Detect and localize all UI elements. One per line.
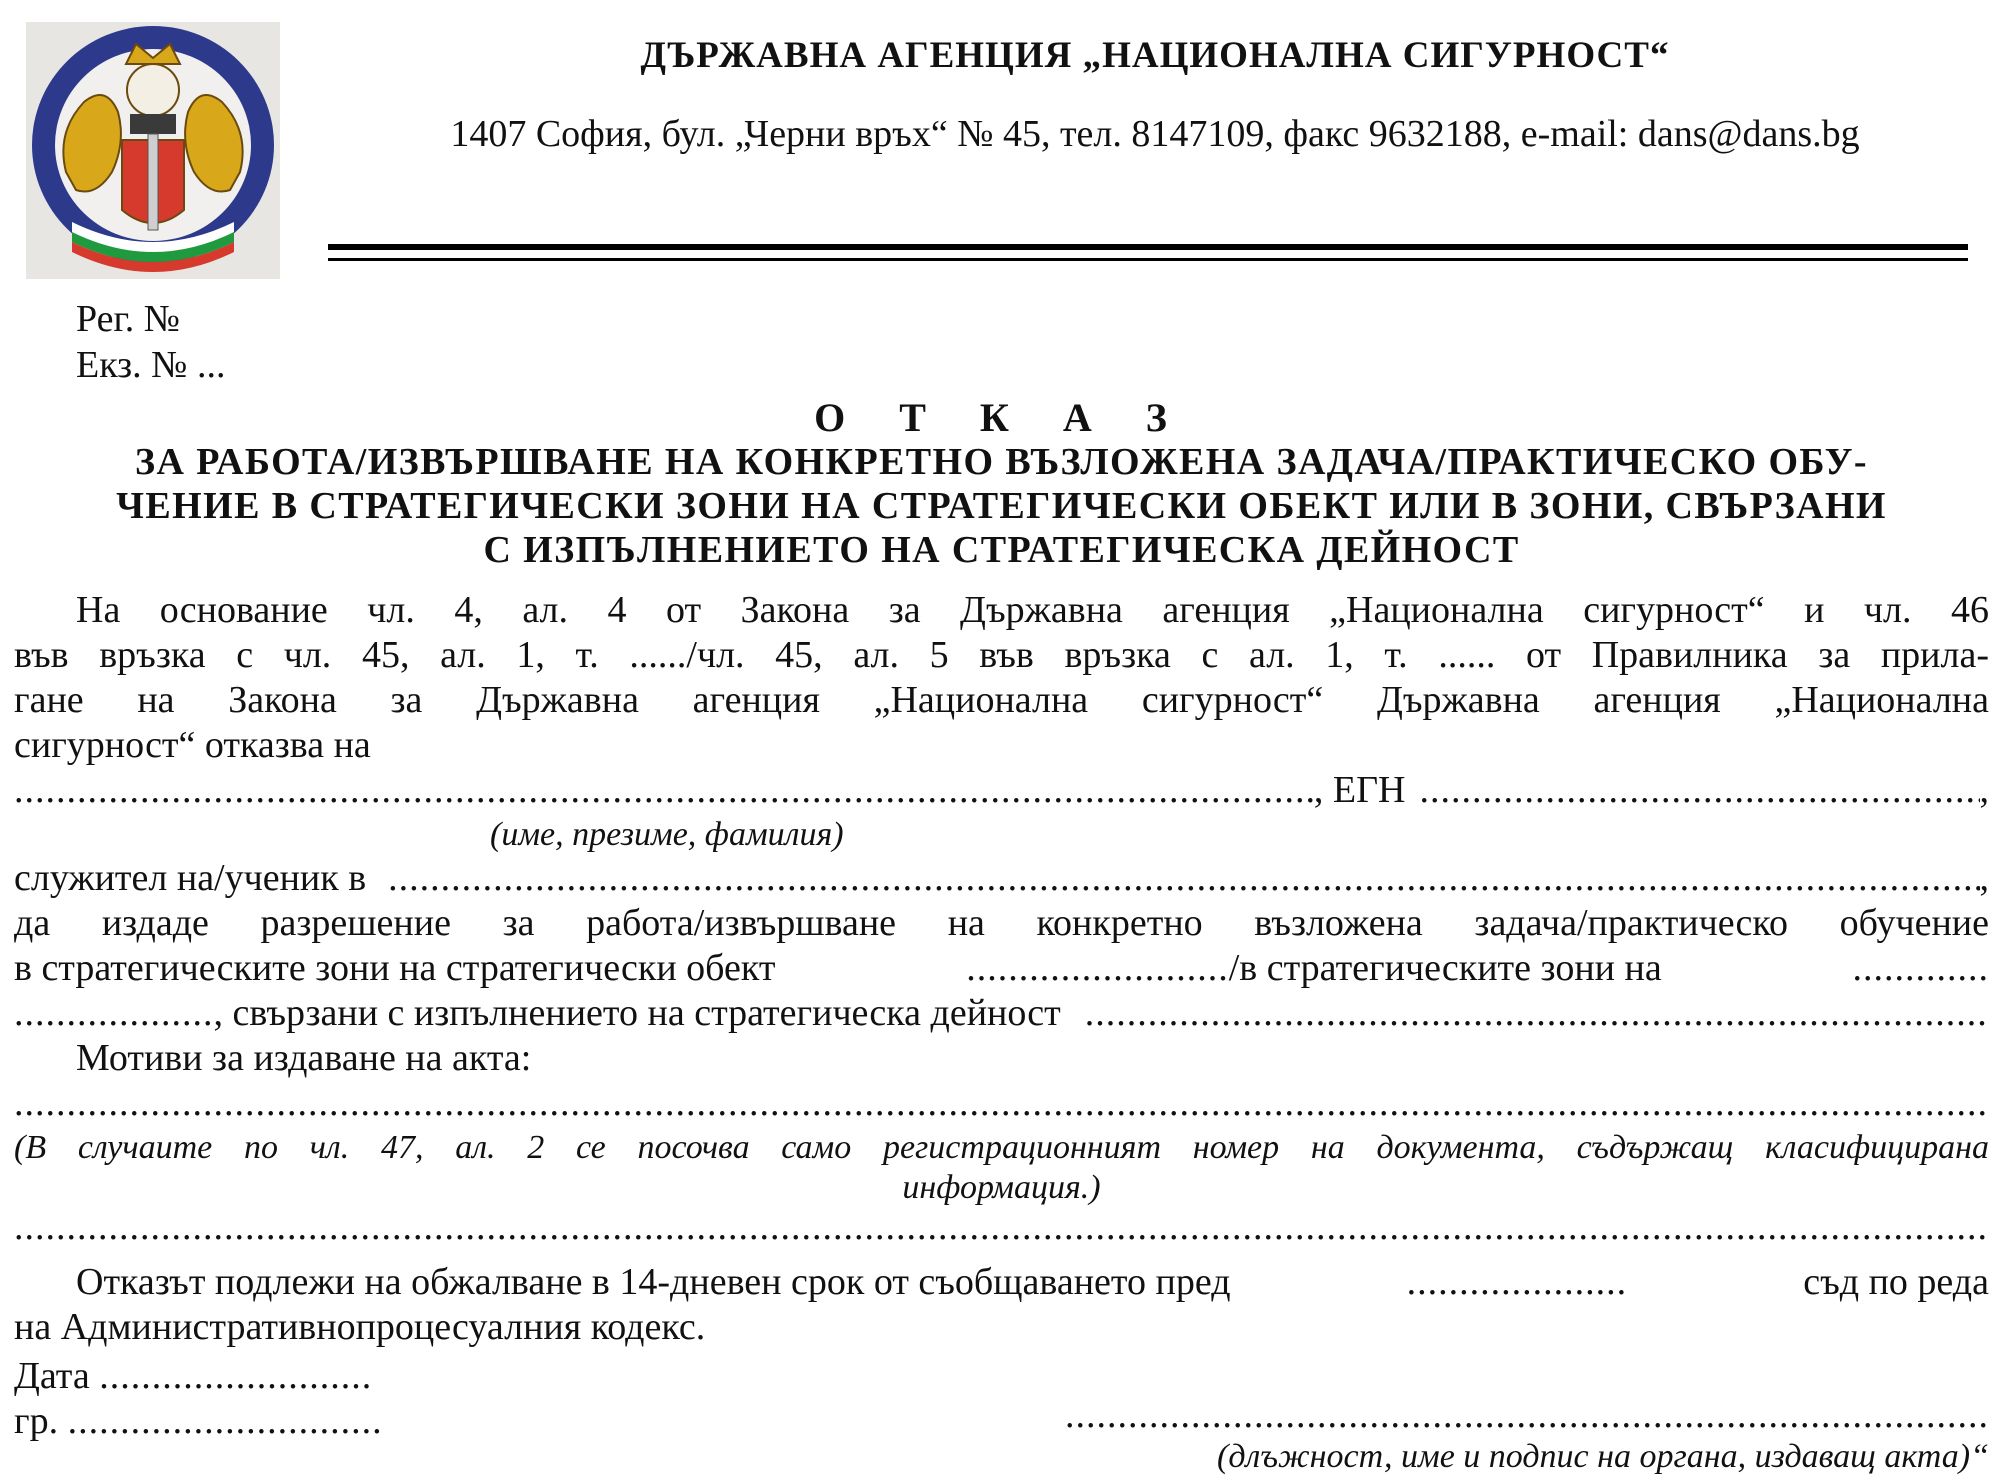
permit-line: да издаде разрешение за работа/извършване на конкретно възложена задача/практическо обучение (14, 902, 1989, 944)
name-egn-line (14, 768, 1989, 813)
city-label: гр. (14, 1400, 59, 1442)
signature-caption: (длъжност, име и подпис на органа, издаващ акта)“ (1217, 1438, 1989, 1475)
zones-line (14, 946, 1989, 991)
subheading-line: С ИЗПЪЛНЕНИЕТО НА СТРАТЕГИЧЕСКА ДЕЙНОСТ (483, 529, 1520, 571)
registration-block (76, 296, 225, 388)
classified-note-line: информация.) (902, 1169, 1101, 1206)
city-blank[interactable]: .............................. (67, 1400, 383, 1442)
activity-line (14, 991, 1989, 1036)
object-blank[interactable]: ......................... (966, 947, 1229, 989)
copy-number-label: Екз. № ... (76, 344, 226, 386)
zones-text-a: в стратегическите зони на стратегически обект (14, 947, 776, 989)
motives-label: Мотиви за издаване на акта: (76, 1037, 532, 1079)
basis-line: във връзка с чл. 45, ал. 1, т. ....../чл. 45, ал. 5 във връзка с ал. 1, т. ...... от Правилника за прила- (14, 634, 1989, 676)
name-caption: (име, презиме, фамилия) (490, 816, 844, 853)
document-subheading (14, 440, 1989, 572)
activity-text: , свързани с изпълнението на стратегическа дейност (213, 992, 1061, 1034)
motives-blank-2[interactable] (14, 1205, 1989, 1250)
motives-blank[interactable] (14, 1081, 1989, 1126)
header-rule-thick (328, 244, 1968, 250)
basis-line: сигурност“ отказва на (14, 724, 371, 766)
agency-title: ДЪРЖАВНА АГЕНЦИЯ „НАЦИОНАЛНА СИГУРНОСТ“ (640, 35, 1670, 76)
egn-blank[interactable] (1420, 768, 1980, 813)
document-heading: О Т К А З (814, 395, 1189, 440)
classified-note-line: (В случаите по чл. 47, ал. 2 се посочва само регистрационният номер на документа, съдържащ класифицирана (14, 1129, 1989, 1166)
reg-number-label: Рег. № (76, 298, 181, 340)
appeal-line (14, 1260, 1989, 1305)
basis-line: На основание чл. 4, ал. 4 от Закона за Държавна агенция „Национална сигурност“ и чл. 46 (76, 589, 1989, 631)
motives-line (14, 1081, 1989, 1126)
egn-label: , ЕГН (1313, 769, 1406, 811)
header-rule-thin (328, 258, 1968, 261)
subheading-line: ЗА РАБОТА/ИЗВЪРШВАНЕ НА КОНКРЕТНО ВЪЗЛОЖЕНА ЗАДАЧА/ПРАКТИЧЕСКО ОБУ- (135, 441, 1868, 483)
egn-end: , (1979, 769, 1989, 811)
court-blank[interactable]: ..................... (1406, 1261, 1628, 1303)
activity-blank[interactable] (1085, 991, 1989, 1036)
name-blank[interactable] (14, 768, 1314, 813)
basis-line: гане на Закона за Държавна агенция „Национална сигурност“ Държавна агенция „Национална (14, 679, 1989, 721)
appeal-text-a: Отказът подлежи на обжалване в 14-дневен срок от съобщаването пред (76, 1261, 1231, 1303)
employee-label: служител на/ученик в (14, 857, 367, 899)
city-line (14, 1399, 914, 1444)
date-blank[interactable]: .......................... (99, 1355, 373, 1397)
zones-text-b: /в стратегическите зони на (1228, 947, 1662, 989)
signature-blank[interactable]: ........................................................................................ (1065, 1394, 1989, 1436)
zones-blank[interactable]: ............. (1852, 947, 1989, 989)
activity-prefix-blank[interactable]: ................... (14, 992, 214, 1034)
subheading-line: ЧЕНИЕ В СТРАТЕГИЧЕСКИ ЗОНИ НА СТРАТЕГИЧЕСКИ ОБЕКТ ИЛИ В ЗОНИ, СВЪРЗАНИ (116, 485, 1887, 527)
motives-line-2 (14, 1205, 1989, 1250)
date-label: Дата (14, 1355, 90, 1397)
employee-end: , (1979, 857, 1989, 899)
coat-of-arms-icon (26, 22, 280, 279)
date-line (14, 1354, 914, 1399)
appeal-text-b: съд по реда (1803, 1261, 1989, 1303)
employee-line (14, 856, 1989, 901)
agency-address: 1407 София, бул. „Черни връх“ № 45, тел. 8147109, факс 9632188, e-mail: dans@dans.bg (450, 113, 1860, 155)
employee-blank[interactable] (388, 856, 1979, 901)
appeal-line-2: на Административнопроцесуалния кодекс. (14, 1306, 706, 1348)
